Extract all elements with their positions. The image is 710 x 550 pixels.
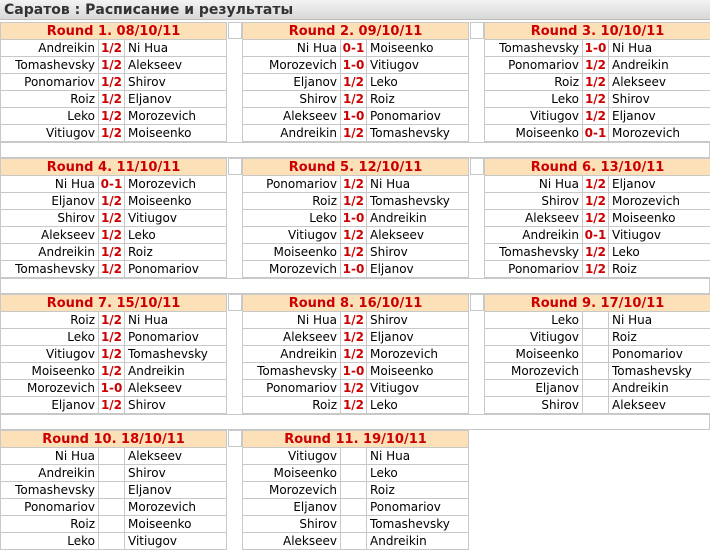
white-player: Eljanov	[243, 74, 341, 91]
game-result: 1/2	[99, 210, 125, 227]
game-result: 1/2	[99, 261, 125, 278]
gap-cell	[228, 158, 242, 175]
game-row	[1, 312, 227, 329]
game-row	[485, 346, 710, 363]
game-result	[341, 482, 367, 499]
game-result	[583, 346, 609, 363]
black-player: Ponomariov	[609, 346, 710, 363]
white-player: Ponomariov	[1, 74, 99, 91]
game-result: 1/2	[99, 329, 125, 346]
game-result: 1-0	[583, 40, 609, 57]
game-row	[243, 516, 469, 533]
white-player: Roiz	[1, 516, 99, 533]
game-result: 1-0	[341, 108, 367, 125]
game-row	[1, 499, 227, 516]
game-result	[583, 380, 609, 397]
white-player: Andreikin	[1, 40, 99, 57]
game-result	[583, 329, 609, 346]
game-result: 1/2	[341, 380, 367, 397]
round-header: Round 5. 12/10/11	[243, 159, 469, 176]
game-result: 1/2	[583, 210, 609, 227]
round-table	[484, 158, 710, 278]
game-row	[1, 448, 227, 465]
game-row	[243, 57, 469, 74]
white-player: Moiseenko	[1, 363, 99, 380]
game-result: 1/2	[583, 261, 609, 278]
black-player: Leko	[367, 465, 469, 482]
game-result: 1/2	[99, 74, 125, 91]
game-result: 1/2	[341, 312, 367, 329]
round-header: Round 9. 17/10/11	[485, 295, 710, 312]
game-row	[1, 91, 227, 108]
game-row	[1, 40, 227, 57]
white-player: Ni Hua	[243, 312, 341, 329]
black-player: Vitiugov	[125, 533, 227, 550]
game-result: 1/2	[99, 312, 125, 329]
white-player: Vitiugov	[243, 448, 341, 465]
game-result: 1/2	[341, 176, 367, 193]
block-separator	[0, 278, 710, 294]
game-result	[99, 499, 125, 516]
black-player: Moiseenko	[125, 516, 227, 533]
black-player: Moiseenko	[125, 193, 227, 210]
white-player: Andreikin	[243, 346, 341, 363]
black-player: Eljanov	[609, 108, 710, 125]
gap-cell	[228, 22, 242, 39]
game-result: 1/2	[583, 176, 609, 193]
black-player: Leko	[609, 244, 710, 261]
white-player: Leko	[485, 312, 583, 329]
game-result: 1-0	[341, 261, 367, 278]
round-table	[0, 294, 227, 414]
game-row	[1, 227, 227, 244]
game-result: 0-1	[99, 176, 125, 193]
round-table	[0, 22, 227, 142]
gap-cell	[470, 158, 484, 175]
game-row	[243, 244, 469, 261]
round-table	[484, 22, 710, 142]
game-result: 1/2	[583, 91, 609, 108]
white-player: Ni Hua	[1, 448, 99, 465]
black-player: Andreikin	[609, 380, 710, 397]
white-player: Moiseenko	[243, 244, 341, 261]
game-row	[1, 363, 227, 380]
game-result: 1/2	[99, 125, 125, 142]
white-player: Ponomariov	[243, 380, 341, 397]
round-table	[242, 158, 469, 278]
game-result: 1/2	[341, 227, 367, 244]
game-result: 1/2	[583, 193, 609, 210]
game-row	[485, 40, 710, 57]
game-result	[99, 482, 125, 499]
game-result: 1/2	[583, 244, 609, 261]
black-player: Roiz	[125, 244, 227, 261]
white-player: Eljanov	[1, 193, 99, 210]
white-player: Roiz	[1, 312, 99, 329]
round-header: Round 1. 08/10/11	[1, 23, 227, 40]
game-row	[243, 397, 469, 414]
white-player: Eljanov	[243, 499, 341, 516]
white-player: Roiz	[243, 193, 341, 210]
white-player: Vitiugov	[485, 329, 583, 346]
black-player: Andreikin	[125, 363, 227, 380]
black-player: Eljanov	[367, 261, 469, 278]
game-result: 1/2	[341, 244, 367, 261]
black-player: Moiseenko	[367, 363, 469, 380]
game-row	[243, 176, 469, 193]
black-player: Morozevich	[609, 125, 710, 142]
game-result: 0-1	[583, 125, 609, 142]
game-row	[1, 533, 227, 550]
game-row	[1, 57, 227, 74]
black-player: Tomashevsky	[367, 193, 469, 210]
game-row	[485, 57, 710, 74]
game-row	[1, 261, 227, 278]
game-row	[243, 329, 469, 346]
game-result	[99, 465, 125, 482]
game-result	[341, 448, 367, 465]
white-player: Moiseenko	[485, 125, 583, 142]
game-result: 1-0	[99, 380, 125, 397]
black-player: Moiseenko	[367, 40, 469, 57]
black-player: Ni Hua	[367, 448, 469, 465]
black-player: Moiseenko	[609, 210, 710, 227]
white-player: Morozevich	[243, 57, 341, 74]
game-row	[485, 193, 710, 210]
game-result	[583, 312, 609, 329]
round-header: Round 6. 13/10/11	[485, 159, 710, 176]
black-player: Vitiugov	[125, 210, 227, 227]
game-result: 1/2	[99, 227, 125, 244]
game-result: 1/2	[341, 91, 367, 108]
white-player: Moiseenko	[243, 465, 341, 482]
black-player: Leko	[125, 227, 227, 244]
game-row	[243, 108, 469, 125]
black-player: Ni Hua	[609, 40, 710, 57]
game-result: 1/2	[99, 91, 125, 108]
game-result	[341, 516, 367, 533]
game-result: 1/2	[99, 397, 125, 414]
black-player: Moiseenko	[125, 125, 227, 142]
white-player: Ponomariov	[1, 499, 99, 516]
game-result: 0-1	[583, 227, 609, 244]
game-row	[1, 397, 227, 414]
white-player: Alekseev	[243, 108, 341, 125]
game-row	[485, 261, 710, 278]
game-row	[243, 533, 469, 550]
white-player: Tomashevsky	[1, 482, 99, 499]
black-player: Tomashevsky	[609, 363, 710, 380]
black-player: Tomashevsky	[367, 516, 469, 533]
gap-cell	[228, 294, 242, 311]
page-title: Саратов : Расписание и результаты	[4, 2, 294, 18]
game-result: 1/2	[341, 193, 367, 210]
black-player: Ni Hua	[125, 40, 227, 57]
white-player: Tomashevsky	[243, 363, 341, 380]
black-player: Roiz	[609, 261, 710, 278]
black-player: Roiz	[609, 329, 710, 346]
white-player: Morozevich	[243, 261, 341, 278]
game-row	[243, 363, 469, 380]
black-player: Alekseev	[609, 74, 710, 91]
game-row	[243, 227, 469, 244]
black-player: Morozevich	[125, 108, 227, 125]
game-row	[243, 465, 469, 482]
white-player: Moiseenko	[485, 346, 583, 363]
black-player: Alekseev	[125, 448, 227, 465]
game-row	[243, 91, 469, 108]
white-player: Eljanov	[1, 397, 99, 414]
white-player: Tomashevsky	[1, 261, 99, 278]
white-player: Andreikin	[1, 244, 99, 261]
white-player: Tomashevsky	[485, 244, 583, 261]
black-player: Morozevich	[125, 176, 227, 193]
game-result	[341, 465, 367, 482]
white-player: Ni Hua	[485, 176, 583, 193]
game-row	[243, 312, 469, 329]
white-player: Vitiugov	[243, 227, 341, 244]
black-player: Tomashevsky	[125, 346, 227, 363]
game-result: 1-0	[341, 363, 367, 380]
black-player: Andreikin	[367, 210, 469, 227]
gap-cell	[228, 430, 242, 447]
black-player: Roiz	[367, 482, 469, 499]
black-player: Morozevich	[367, 346, 469, 363]
black-player: Ni Hua	[367, 176, 469, 193]
white-player: Morozevich	[243, 482, 341, 499]
white-player: Vitiugov	[1, 346, 99, 363]
white-player: Tomashevsky	[485, 40, 583, 57]
game-row	[1, 516, 227, 533]
game-row	[1, 74, 227, 91]
game-row	[243, 125, 469, 142]
round-table	[484, 294, 710, 414]
white-player: Alekseev	[243, 533, 341, 550]
white-player: Roiz	[243, 397, 341, 414]
white-player: Tomashevsky	[1, 57, 99, 74]
game-result	[99, 448, 125, 465]
black-player: Ponomariov	[367, 108, 469, 125]
game-result	[99, 516, 125, 533]
game-row	[1, 108, 227, 125]
white-player: Alekseev	[243, 329, 341, 346]
white-player: Ponomariov	[243, 176, 341, 193]
game-result: 1/2	[99, 363, 125, 380]
white-player: Vitiugov	[1, 125, 99, 142]
black-player: Morozevich	[125, 499, 227, 516]
black-player: Andreikin	[609, 57, 710, 74]
white-player: Leko	[1, 329, 99, 346]
game-row	[243, 346, 469, 363]
black-player: Vitiugov	[367, 57, 469, 74]
round-header: Round 2. 09/10/11	[243, 23, 469, 40]
game-result: 1/2	[99, 57, 125, 74]
white-player: Morozevich	[485, 363, 583, 380]
black-player: Eljanov	[609, 176, 710, 193]
game-result	[99, 533, 125, 550]
game-row	[1, 125, 227, 142]
round-header: Round 3. 10/10/11	[485, 23, 710, 40]
black-player: Shirov	[125, 74, 227, 91]
block-separator	[0, 142, 710, 158]
black-player: Tomashevsky	[367, 125, 469, 142]
round-header: Round 4. 11/10/11	[1, 159, 227, 176]
black-player: Alekseev	[125, 57, 227, 74]
game-result	[583, 363, 609, 380]
white-player: Shirov	[485, 397, 583, 414]
game-row	[1, 193, 227, 210]
round-header: Round 7. 15/10/11	[1, 295, 227, 312]
black-player: Ponomariov	[125, 329, 227, 346]
white-player: Shirov	[1, 210, 99, 227]
white-player: Alekseev	[485, 210, 583, 227]
round-table	[0, 430, 227, 550]
game-row	[243, 482, 469, 499]
game-row	[1, 465, 227, 482]
game-row	[1, 176, 227, 193]
game-row	[243, 74, 469, 91]
white-player: Leko	[485, 91, 583, 108]
game-row	[485, 176, 710, 193]
round-header: Round 11. 19/10/11	[243, 431, 469, 448]
black-player: Ni Hua	[125, 312, 227, 329]
white-player: Shirov	[243, 91, 341, 108]
game-result: 1/2	[583, 74, 609, 91]
game-row	[485, 312, 710, 329]
round-table	[0, 158, 227, 278]
round-header: Round 8. 16/10/11	[243, 295, 469, 312]
black-player: Ponomariov	[367, 499, 469, 516]
game-row	[485, 227, 710, 244]
black-player: Shirov	[125, 397, 227, 414]
game-row	[243, 380, 469, 397]
block-separator	[0, 414, 710, 430]
game-row	[485, 329, 710, 346]
game-row	[243, 261, 469, 278]
white-player: Vitiugov	[485, 108, 583, 125]
gap-cell	[470, 22, 484, 39]
game-result: 1/2	[99, 40, 125, 57]
white-player: Morozevich	[1, 380, 99, 397]
white-player: Ponomariov	[485, 57, 583, 74]
game-row	[243, 210, 469, 227]
white-player: Leko	[1, 533, 99, 550]
game-result	[341, 499, 367, 516]
white-player: Shirov	[485, 193, 583, 210]
black-player: Andreikin	[367, 533, 469, 550]
game-result: 0-1	[341, 40, 367, 57]
black-player: Vitiugov	[367, 380, 469, 397]
game-result: 1/2	[99, 108, 125, 125]
white-player: Alekseev	[1, 227, 99, 244]
game-row	[243, 40, 469, 57]
game-row	[485, 74, 710, 91]
white-player: Roiz	[485, 74, 583, 91]
black-player: Leko	[367, 397, 469, 414]
game-row	[1, 244, 227, 261]
game-result: 1/2	[341, 125, 367, 142]
game-result: 1/2	[341, 329, 367, 346]
black-player: Vitiugov	[609, 227, 710, 244]
game-row	[485, 244, 710, 261]
white-player: Andreikin	[485, 227, 583, 244]
black-player: Morozevich	[609, 193, 710, 210]
round-header: Round 10. 18/10/11	[1, 431, 227, 448]
black-player: Leko	[367, 74, 469, 91]
black-player: Eljanov	[125, 482, 227, 499]
black-player: Shirov	[367, 312, 469, 329]
white-player: Eljanov	[485, 380, 583, 397]
game-result: 1/2	[583, 108, 609, 125]
black-player: Shirov	[609, 91, 710, 108]
game-result: 1/2	[583, 57, 609, 74]
game-row	[1, 329, 227, 346]
white-player: Andreikin	[1, 465, 99, 482]
gap-cell	[470, 294, 484, 311]
game-row	[1, 346, 227, 363]
black-player: Shirov	[367, 244, 469, 261]
black-player: Alekseev	[367, 227, 469, 244]
game-result: 1/2	[99, 346, 125, 363]
black-player: Ni Hua	[609, 312, 710, 329]
game-row	[485, 108, 710, 125]
game-result: 1-0	[341, 57, 367, 74]
white-player: Shirov	[243, 516, 341, 533]
black-player: Ponomariov	[125, 261, 227, 278]
game-row	[485, 91, 710, 108]
game-row	[485, 125, 710, 142]
game-result	[583, 397, 609, 414]
black-player: Shirov	[125, 465, 227, 482]
game-result	[341, 533, 367, 550]
game-row	[243, 499, 469, 516]
game-row	[485, 397, 710, 414]
round-table	[242, 294, 469, 414]
game-row	[485, 210, 710, 227]
game-result: 1/2	[341, 397, 367, 414]
white-player: Leko	[1, 108, 99, 125]
white-player: Leko	[243, 210, 341, 227]
white-player: Andreikin	[243, 125, 341, 142]
black-player: Eljanov	[125, 91, 227, 108]
black-player: Alekseev	[609, 397, 710, 414]
game-result: 1/2	[99, 244, 125, 261]
white-player: Ni Hua	[243, 40, 341, 57]
white-player: Roiz	[1, 91, 99, 108]
game-result: 1/2	[99, 193, 125, 210]
game-row	[485, 363, 710, 380]
game-row	[1, 210, 227, 227]
game-result: 1-0	[341, 210, 367, 227]
black-player: Eljanov	[367, 329, 469, 346]
game-result: 1/2	[341, 346, 367, 363]
black-player: Roiz	[367, 91, 469, 108]
game-row	[243, 448, 469, 465]
round-table	[242, 22, 469, 142]
game-result: 1/2	[341, 74, 367, 91]
round-table	[242, 430, 469, 550]
game-row	[1, 482, 227, 499]
white-player: Ponomariov	[485, 261, 583, 278]
game-row	[1, 380, 227, 397]
black-player: Alekseev	[125, 380, 227, 397]
white-player: Ni Hua	[1, 176, 99, 193]
game-row	[485, 380, 710, 397]
game-row	[243, 193, 469, 210]
